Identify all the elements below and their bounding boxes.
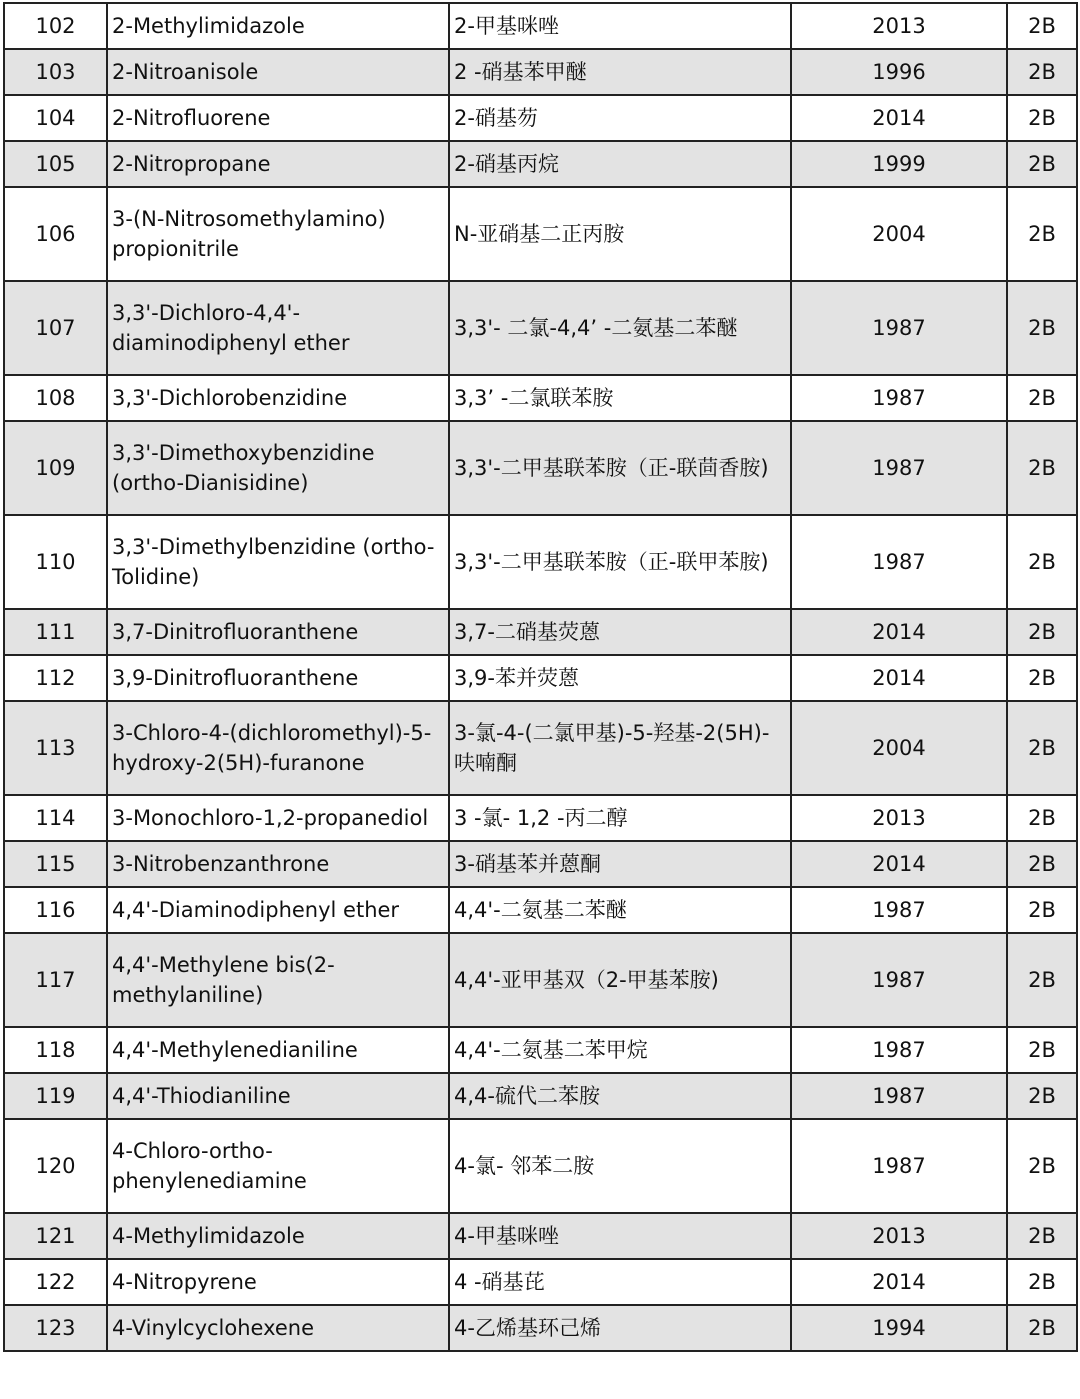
table-row [4, 887, 1077, 933]
evaluation-year: 2014 [791, 1259, 1007, 1305]
iarc-group: 2B [1007, 95, 1077, 141]
agent-name-zh: 4 -硝基芘 [449, 1259, 791, 1305]
table-row [4, 655, 1077, 701]
agent-name-zh: 4-乙烯基环己烯 [449, 1305, 791, 1351]
agent-name-en: 2-Methylimidazole [107, 3, 449, 49]
carcinogen-table [3, 2, 1078, 1352]
agent-name-zh: 4-氯- 邻苯二胺 [449, 1119, 791, 1213]
iarc-group: 2B [1007, 1259, 1077, 1305]
row-number: 118 [4, 1027, 107, 1073]
agent-name-en: 4-Nitropyrene [107, 1259, 449, 1305]
agent-name-en: 4,4'-Methylenedianiline [107, 1027, 449, 1073]
table-row [4, 421, 1077, 515]
agent-name-en: 2-Nitrofluorene [107, 95, 449, 141]
agent-name-zh: 3,9-苯并荧蒽 [449, 655, 791, 701]
table-row [4, 515, 1077, 609]
evaluation-year: 1994 [791, 1305, 1007, 1351]
iarc-group: 2B [1007, 841, 1077, 887]
evaluation-year: 2014 [791, 609, 1007, 655]
row-number: 113 [4, 701, 107, 795]
table-row [4, 281, 1077, 375]
row-number: 103 [4, 49, 107, 95]
agent-name-en: 3-(N-Nitrosomethylamino) propionitrile [107, 187, 449, 281]
table-row [4, 609, 1077, 655]
table-row [4, 49, 1077, 95]
iarc-group: 2B [1007, 3, 1077, 49]
agent-name-en: 3,3'-Dimethoxybenzidine (ortho-Dianisidine) [107, 421, 449, 515]
agent-name-en: 2-Nitroanisole [107, 49, 449, 95]
agent-name-zh: 3,7-二硝基荧蒽 [449, 609, 791, 655]
row-number: 116 [4, 887, 107, 933]
table-row [4, 841, 1077, 887]
evaluation-year: 2013 [791, 3, 1007, 49]
agent-name-zh: 3,3'-二甲基联苯胺（正-联茴香胺) [449, 421, 791, 515]
evaluation-year: 1987 [791, 281, 1007, 375]
row-number: 123 [4, 1305, 107, 1351]
evaluation-year: 2014 [791, 655, 1007, 701]
agent-name-en: 3,3'-Dichloro-4,4'-diaminodiphenyl ether [107, 281, 449, 375]
iarc-group: 2B [1007, 421, 1077, 515]
agent-name-zh: 4-甲基咪唑 [449, 1213, 791, 1259]
agent-name-zh: 3-硝基苯并蒽酮 [449, 841, 791, 887]
agent-name-zh: 2-硝基丙烷 [449, 141, 791, 187]
evaluation-year: 2014 [791, 841, 1007, 887]
row-number: 111 [4, 609, 107, 655]
row-number: 107 [4, 281, 107, 375]
evaluation-year: 1996 [791, 49, 1007, 95]
agent-name-en: 3-Monochloro-1,2-propanediol [107, 795, 449, 841]
evaluation-year: 2004 [791, 187, 1007, 281]
table-row [4, 933, 1077, 1027]
evaluation-year: 1999 [791, 141, 1007, 187]
row-number: 115 [4, 841, 107, 887]
table-row [4, 1073, 1077, 1119]
table-row [4, 1027, 1077, 1073]
iarc-group: 2B [1007, 515, 1077, 609]
iarc-group: 2B [1007, 1213, 1077, 1259]
agent-name-en: 3,9-Dinitrofluoranthene [107, 655, 449, 701]
table-row [4, 375, 1077, 421]
row-number: 121 [4, 1213, 107, 1259]
agent-name-zh: 3,3'-二甲基联苯胺（正-联甲苯胺) [449, 515, 791, 609]
agent-name-zh: 3 -氯- 1,2 -丙二醇 [449, 795, 791, 841]
row-number: 110 [4, 515, 107, 609]
iarc-group: 2B [1007, 49, 1077, 95]
table-row [4, 3, 1077, 49]
agent-name-zh: 2-硝基芴 [449, 95, 791, 141]
row-number: 120 [4, 1119, 107, 1213]
evaluation-year: 1987 [791, 887, 1007, 933]
evaluation-year: 2013 [791, 795, 1007, 841]
iarc-group: 2B [1007, 795, 1077, 841]
agent-name-en: 3,7-Dinitrofluoranthene [107, 609, 449, 655]
iarc-group: 2B [1007, 1027, 1077, 1073]
iarc-group: 2B [1007, 1305, 1077, 1351]
iarc-group: 2B [1007, 1073, 1077, 1119]
row-number: 114 [4, 795, 107, 841]
iarc-group: 2B [1007, 933, 1077, 1027]
agent-name-en: 4,4'-Methylene bis(2-methylaniline) [107, 933, 449, 1027]
agent-name-zh: 2 -硝基苯甲醚 [449, 49, 791, 95]
evaluation-year: 2004 [791, 701, 1007, 795]
agent-name-en: 3-Chloro-4-(dichloromethyl)-5-hydroxy-2(5H)-furanone [107, 701, 449, 795]
agent-name-en: 3,3'-Dichlorobenzidine [107, 375, 449, 421]
row-number: 119 [4, 1073, 107, 1119]
evaluation-year: 1987 [791, 375, 1007, 421]
iarc-group: 2B [1007, 187, 1077, 281]
agent-name-en: 4,4'-Diaminodiphenyl ether [107, 887, 449, 933]
row-number: 104 [4, 95, 107, 141]
iarc-group: 2B [1007, 141, 1077, 187]
iarc-group: 2B [1007, 701, 1077, 795]
agent-name-zh: 4,4'-亚甲基双（2-甲基苯胺) [449, 933, 791, 1027]
row-number: 108 [4, 375, 107, 421]
agent-name-zh: 4,4'-二氨基二苯甲烷 [449, 1027, 791, 1073]
agent-name-zh: 3-氯-4-(二氯甲基)-5-羟基-2(5H)-呋喃酮 [449, 701, 791, 795]
table-row [4, 1213, 1077, 1259]
evaluation-year: 2013 [791, 1213, 1007, 1259]
iarc-group: 2B [1007, 655, 1077, 701]
table-row [4, 141, 1077, 187]
agent-name-zh: 4,4'-二氨基二苯醚 [449, 887, 791, 933]
iarc-group: 2B [1007, 609, 1077, 655]
evaluation-year: 2014 [791, 95, 1007, 141]
agent-name-zh: 2-甲基咪唑 [449, 3, 791, 49]
table-row [4, 1119, 1077, 1213]
row-number: 102 [4, 3, 107, 49]
table-row [4, 187, 1077, 281]
iarc-group: 2B [1007, 375, 1077, 421]
agent-name-zh: 3,3’ -二氯联苯胺 [449, 375, 791, 421]
row-number: 105 [4, 141, 107, 187]
iarc-group: 2B [1007, 1119, 1077, 1213]
agent-name-zh: N-亚硝基二正丙胺 [449, 187, 791, 281]
agent-name-zh: 3,3'- 二氯-4,4’ -二氨基二苯醚 [449, 281, 791, 375]
agent-name-zh: 4,4-硫代二苯胺 [449, 1073, 791, 1119]
iarc-group: 2B [1007, 887, 1077, 933]
agent-name-en: 2-Nitropropane [107, 141, 449, 187]
evaluation-year: 1987 [791, 1073, 1007, 1119]
evaluation-year: 1987 [791, 421, 1007, 515]
table-row [4, 795, 1077, 841]
evaluation-year: 1987 [791, 515, 1007, 609]
row-number: 109 [4, 421, 107, 515]
table-row [4, 1259, 1077, 1305]
row-number: 106 [4, 187, 107, 281]
table-row [4, 1305, 1077, 1351]
evaluation-year: 1987 [791, 1119, 1007, 1213]
agent-name-en: 4-Chloro-ortho-phenylenediamine [107, 1119, 449, 1213]
table-row [4, 95, 1077, 141]
evaluation-year: 1987 [791, 1027, 1007, 1073]
agent-name-en: 4-Methylimidazole [107, 1213, 449, 1259]
row-number: 122 [4, 1259, 107, 1305]
table-row [4, 701, 1077, 795]
iarc-group: 2B [1007, 281, 1077, 375]
agent-name-en: 3-Nitrobenzanthrone [107, 841, 449, 887]
evaluation-year: 1987 [791, 933, 1007, 1027]
row-number: 112 [4, 655, 107, 701]
agent-name-en: 4-Vinylcyclohexene [107, 1305, 449, 1351]
row-number: 117 [4, 933, 107, 1027]
agent-name-en: 3,3'-Dimethylbenzidine (ortho-Tolidine) [107, 515, 449, 609]
agent-name-en: 4,4'-Thiodianiline [107, 1073, 449, 1119]
